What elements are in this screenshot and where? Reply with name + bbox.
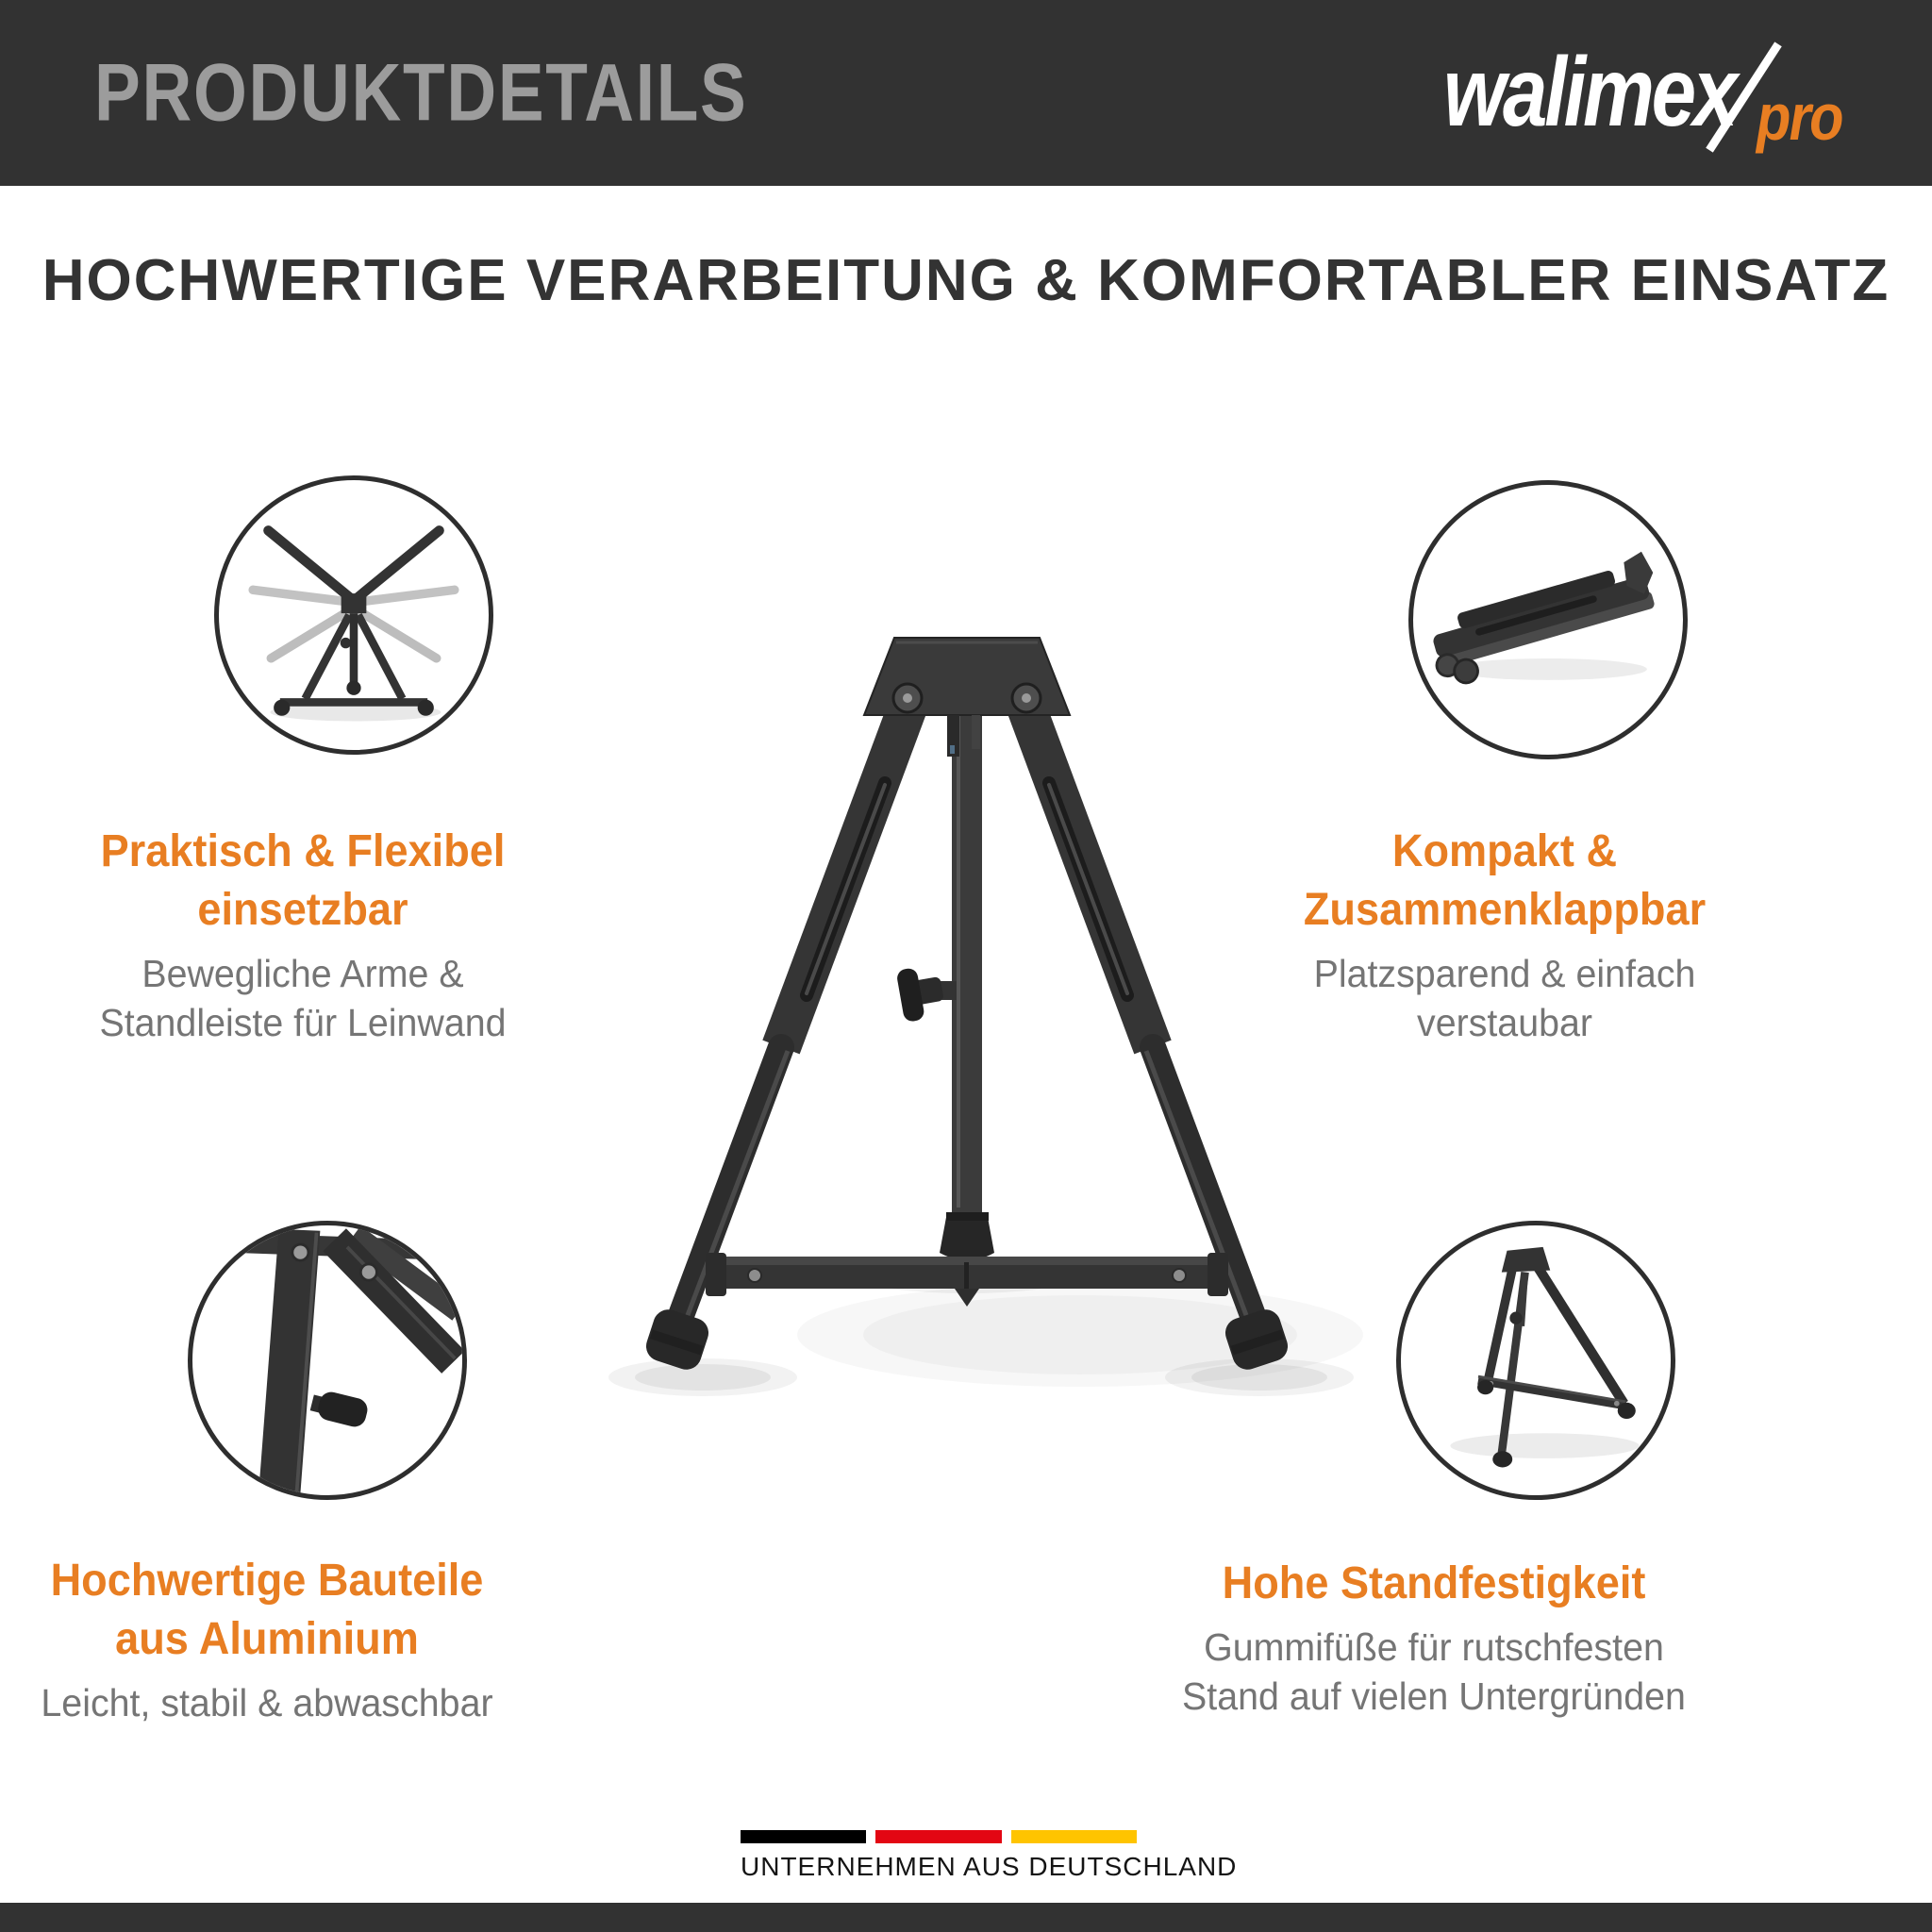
feature-circle-compact (1408, 480, 1688, 759)
feature-title-line: Kompakt & (1391, 826, 1618, 876)
feature-desc-line: Gummifüße für rutschfesten (1204, 1625, 1664, 1669)
feature-text-stability (1075, 1555, 1792, 1721)
feature-text-aluminium (0, 1552, 625, 1727)
feature-title (0, 1552, 604, 1669)
folded-easel-image (1413, 485, 1683, 755)
feature-title (1097, 1555, 1771, 1613)
feature-desc-line: Bewegliche Arme & (142, 952, 464, 995)
standing-easel-image (1401, 1225, 1671, 1495)
feature-desc-line: Standleiste für Leinwand (99, 1001, 507, 1044)
german-flag-icon (741, 1830, 1137, 1843)
page-title: PRODUKTDETAILS (94, 47, 748, 138)
flag-label: UNTERNEHMEN AUS DEUTSCHLAND (741, 1852, 1238, 1881)
feature-desc-line: verstaubar (1417, 1001, 1592, 1044)
feature-title-line: Zusammenklappbar (1303, 885, 1707, 935)
feature-desc-line: Stand auf vielen Untergründen (1182, 1674, 1686, 1718)
feature-title-line: Hochwertige Bauteile (50, 1556, 484, 1606)
footer-bar (0, 1903, 1932, 1932)
aluminium-joint-image (192, 1225, 462, 1495)
feature-description (1090, 1623, 1778, 1721)
header-bar (0, 0, 1932, 186)
walimex-wordmark: walimex (1443, 38, 1735, 147)
feature-title (1168, 823, 1841, 940)
feature-title (0, 823, 640, 940)
feature-text-compact (1146, 823, 1863, 1047)
brand-logo (1443, 25, 1877, 166)
feature-text-flexible (0, 823, 661, 1047)
feature-desc-line: Platzsparend & einfach (1313, 952, 1696, 995)
pro-wordmark: pro (1757, 80, 1842, 154)
flag-bar-gold (1011, 1830, 1137, 1843)
feature-title-line: einsetzbar (197, 885, 408, 935)
flag-bar-black (741, 1830, 866, 1843)
flag-bar-red (875, 1830, 1001, 1843)
feature-circle-aluminium (188, 1221, 467, 1500)
made-in-germany-badge (741, 1830, 1238, 1882)
feature-title-line: aus Aluminium (115, 1614, 419, 1664)
feature-circle-stability (1396, 1221, 1675, 1500)
feature-description (0, 949, 647, 1047)
feature-circle-flexible (214, 475, 493, 755)
feature-description (0, 1678, 611, 1727)
feature-description (1160, 949, 1849, 1047)
flexible-arms-image (219, 480, 489, 750)
feature-title-line: Hohe Standfestigkeit (1222, 1558, 1646, 1608)
main-headline: HOCHWERTIGE VERARBEITUNG & KOMFORTABLER EINSATZ (42, 248, 1890, 313)
feature-title-line: Praktisch & Flexibel (100, 826, 506, 876)
feature-desc-line: Leicht, stabil & abwaschbar (41, 1681, 493, 1724)
